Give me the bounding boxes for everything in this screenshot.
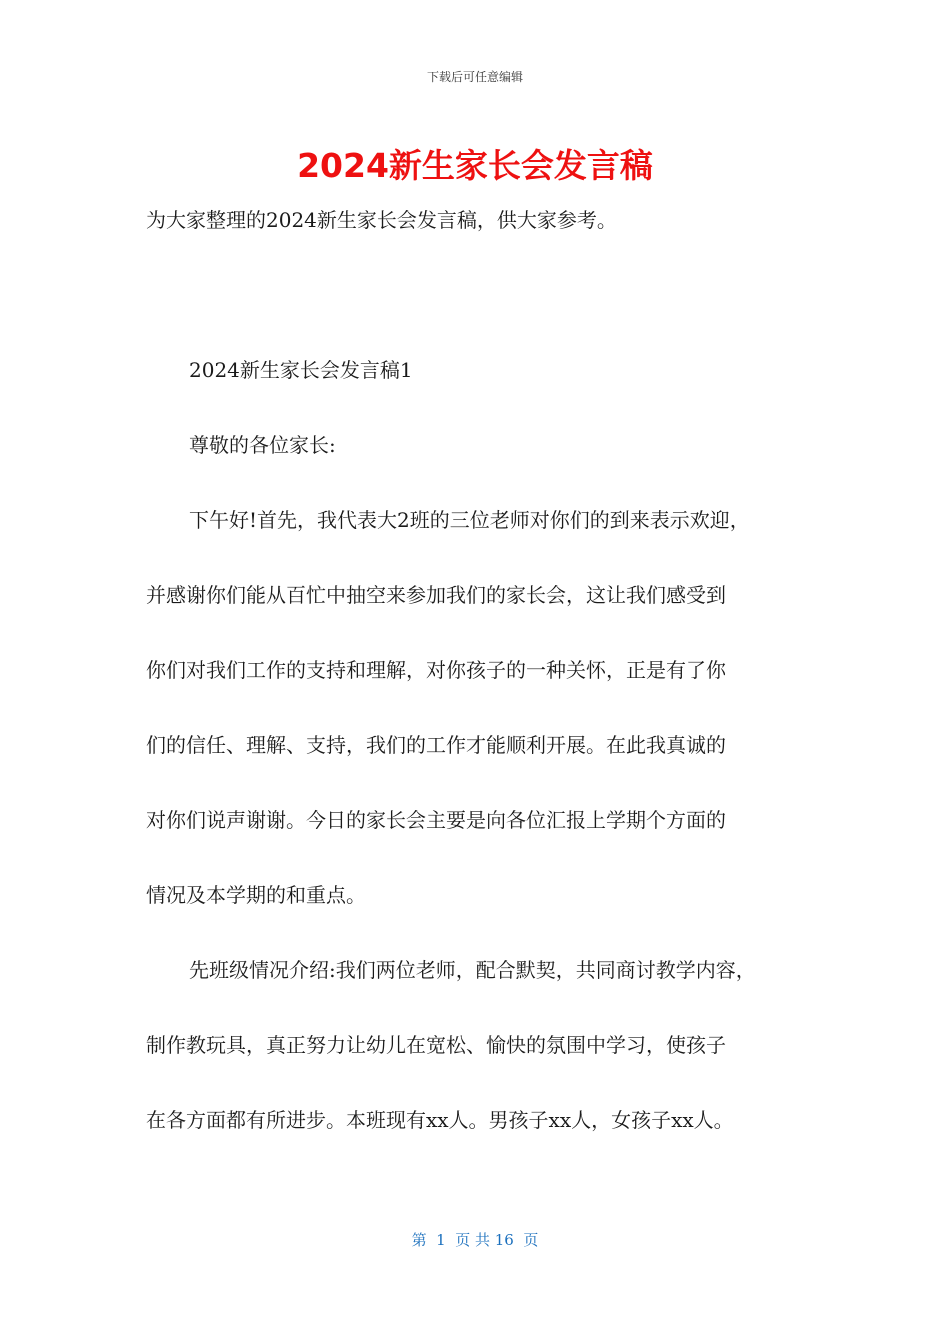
header-note: 下载后可任意编辑 — [426, 70, 523, 84]
paragraph-line: 并感谢你们能从百忙中抽空来参加我们的家长会，这让我们感受到 — [146, 583, 726, 607]
document-title: 2024新生家长会发言稿 — [297, 146, 653, 185]
paragraph-line: 你们对我们工作的支持和理解，对你孩子的一种关怀，正是有了你 — [146, 658, 726, 682]
paragraph-line: 对你们说声谢谢。今日的家长会主要是向各位汇报上学期个方面的 — [146, 808, 726, 832]
paragraph-line: 下午好!首先，我代表大2班的三位老师对你们的到来表示欢迎， — [189, 508, 750, 532]
intro-line: 为大家整理的2024新生家长会发言稿，供大家参考。 — [146, 208, 617, 232]
section-heading: 2024新生家长会发言稿1 — [189, 358, 413, 382]
salutation: 尊敬的各位家长: — [189, 433, 336, 457]
paragraph-line: 先班级情况介绍:我们两位老师，配合默契，共同商讨教学内容， — [189, 958, 756, 982]
paragraph-line: 在各方面都有所进步。本班现有xx人。男孩子xx人，女孩子xx人。 — [146, 1108, 734, 1132]
paragraph-line: 制作教玩具，真正努力让幼儿在宽松、愉快的氛围中学习，使孩子 — [146, 1033, 726, 1057]
paragraph-line: 们的信任、理解、支持，我们的工作才能顺利开展。在此我真诚的 — [146, 733, 726, 757]
page-number-footer: 第 1 页 共 16 页 — [411, 1231, 539, 1249]
paragraph-line: 情况及本学期的和重点。 — [146, 883, 366, 907]
